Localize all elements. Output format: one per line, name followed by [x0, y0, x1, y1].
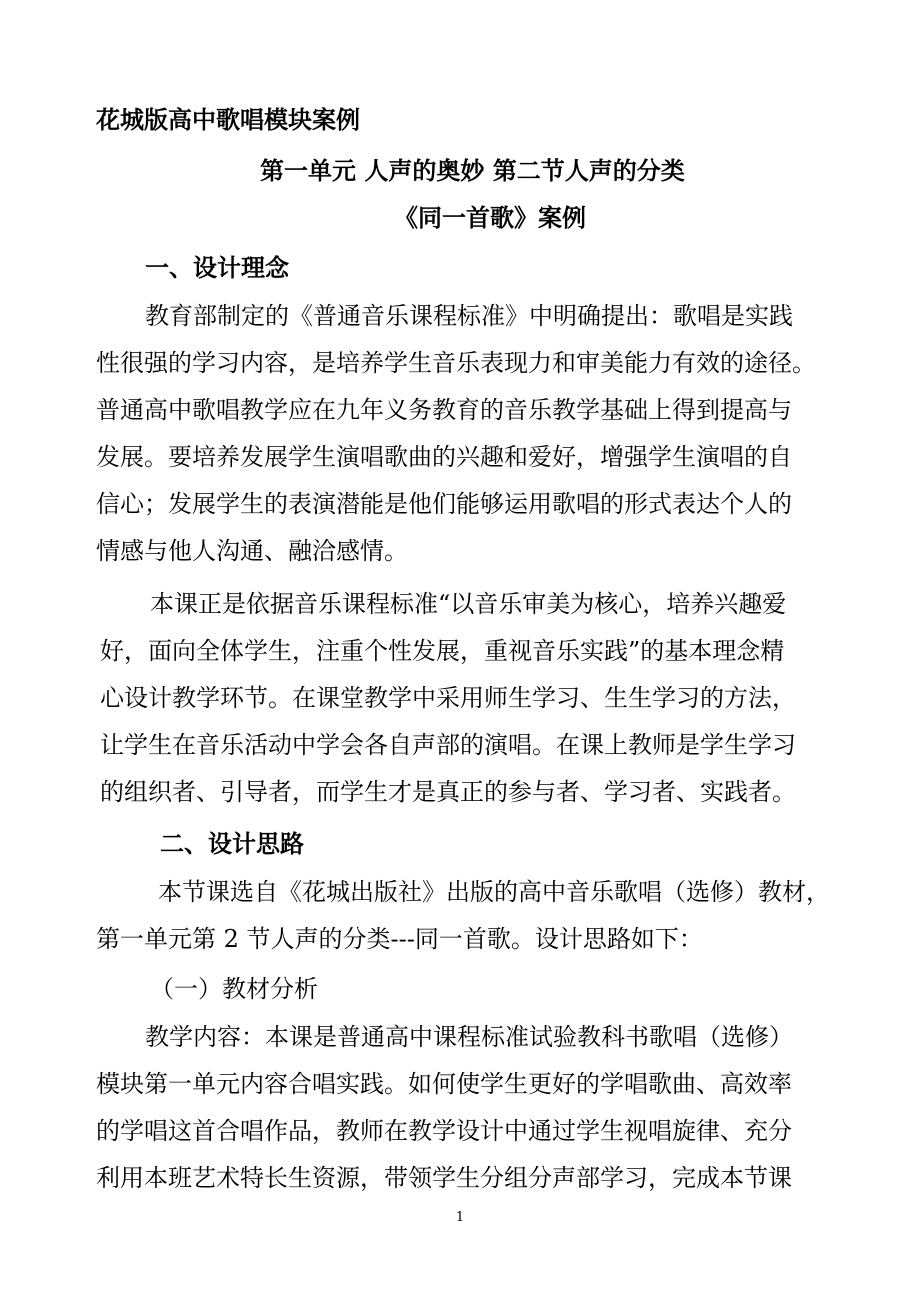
paragraph-line: 本课正是依据音乐课程标准“以音乐审美为核心，培养兴趣爱 — [150, 590, 787, 618]
case-title: 《同一首歌》案例 — [394, 203, 586, 232]
paragraph-line: 性很强的学习内容，是培养学生音乐表现力和审美能力有效的途径。 — [96, 349, 816, 377]
paragraph-line: 信心；发展学生的表演潜能是他们能够运用歌唱的形式表达个人的 — [96, 490, 792, 518]
paragraph-line: 教学内容：本课是普通高中课程标准试验教科书歌唱（选修） — [145, 1023, 793, 1051]
paragraph-line: 情感与他人沟通、融洽感情。 — [96, 537, 408, 565]
section2-subheading: （一）教材分析 — [150, 975, 318, 1003]
unit-title: 第一单元 人声的奥妙 第二节人声的分类 — [260, 156, 685, 185]
paragraph-line: 让学生在音乐活动中学会各自声部的演唱。在课上教师是学生学习 — [100, 731, 796, 759]
paragraph-line: 发展。要培养发展学生演唱歌曲的兴趣和爱好，增强学生演唱的自 — [96, 443, 792, 471]
paragraph-line: 心设计教学环节。在课堂教学中采用师生学习、生生学习的方法， — [100, 684, 796, 712]
section1-heading: 一、设计理念 — [145, 253, 289, 282]
paragraph-line: 利用本班艺术特长生资源，带领学生分组分声部学习，完成本节课 — [96, 1164, 792, 1192]
paragraph-line: 教育部制定的《普通音乐课程标准》中明确提出：歌唱是实践 — [145, 302, 793, 330]
section2-heading: 二、设计思路 — [160, 829, 304, 858]
paragraph-line: 好，面向全体学生，注重个性发展，重视音乐实践”的基本理念精 — [100, 637, 785, 665]
paragraph-line: 本节课选自《花城出版社》出版的高中音乐歌唱（选修）教材， — [158, 878, 830, 906]
paragraph-line: 普通高中歌唱教学应在九年义务教育的音乐教学基础上得到提高与 — [96, 396, 792, 424]
paragraph-line: 的组织者、引导者，而学生才是真正的参与者、学习者、实践者。 — [100, 778, 796, 806]
header-title: 花城版高中歌唱模块案例 — [96, 105, 360, 134]
paragraph-line: 第一单元第 2 节人声的分类---同一首歌。设计思路如下： — [96, 925, 703, 953]
page-number: 1 — [455, 1210, 465, 1225]
paragraph-line: 的学唱这首合唱作品，教师在教学设计中通过学生视唱旋律、充分 — [96, 1117, 792, 1145]
paragraph-line: 模块第一单元内容合唱实践。如何使学生更好的学唱歌曲、高效率 — [96, 1070, 792, 1098]
